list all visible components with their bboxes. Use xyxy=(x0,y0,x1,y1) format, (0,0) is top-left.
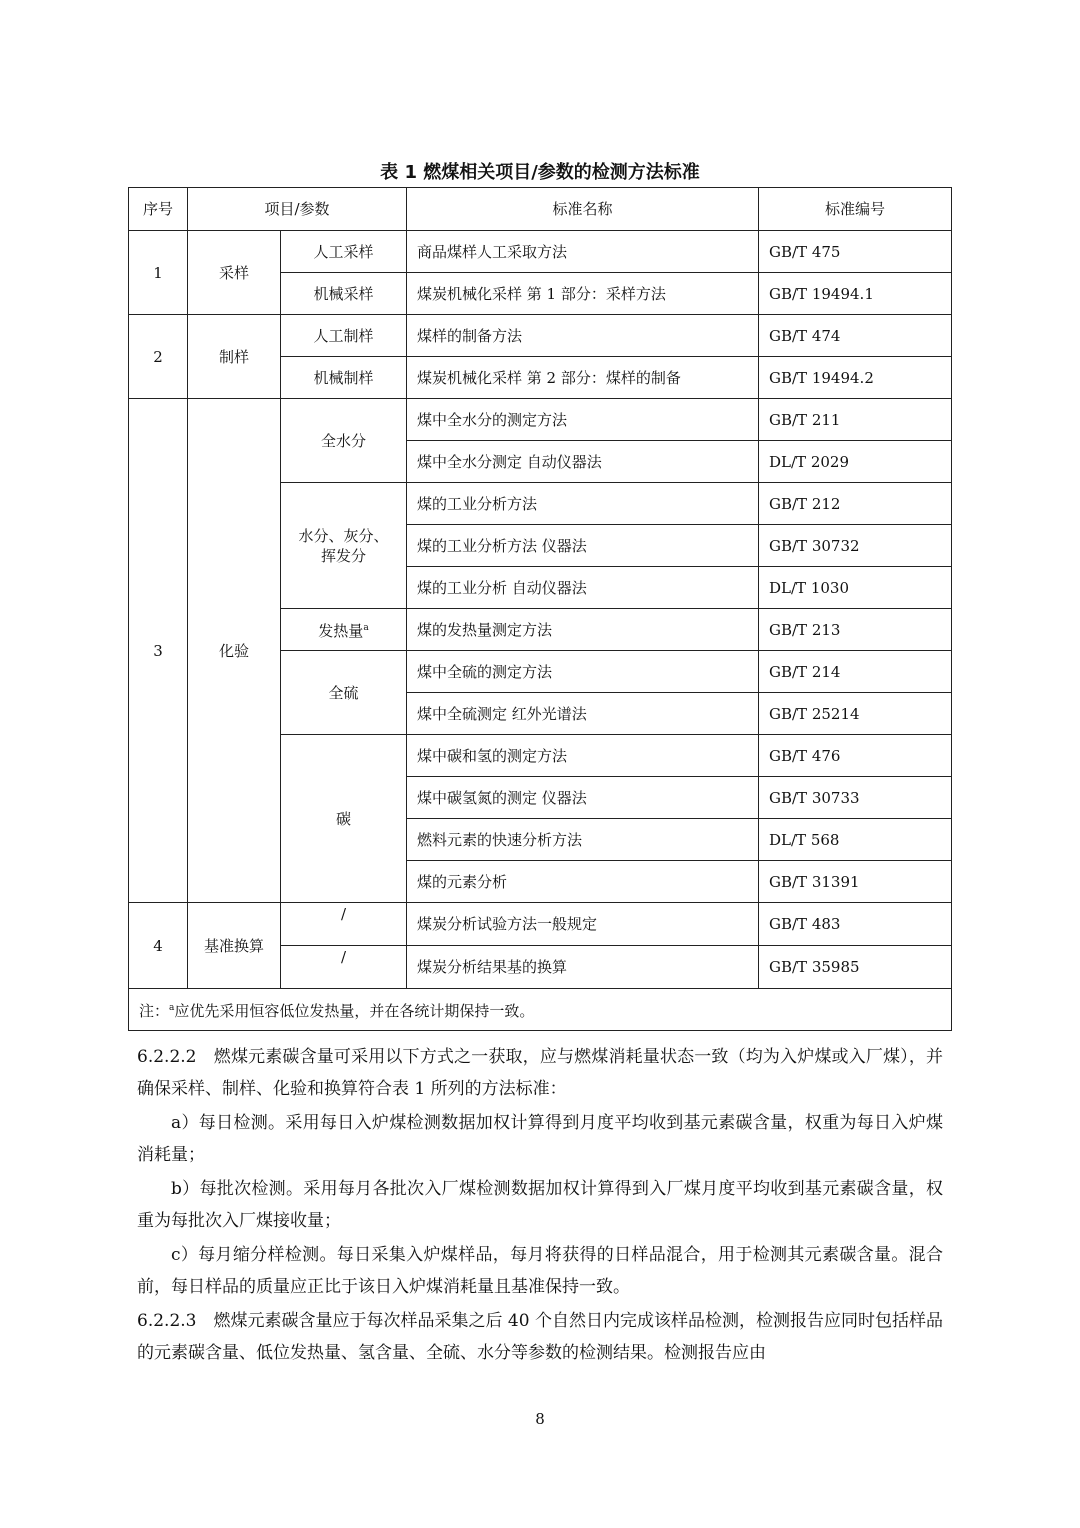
standard-number-cell: GB/T 25214 xyxy=(759,693,952,735)
table-note-row xyxy=(129,989,952,1031)
header-seq: 序号 xyxy=(129,188,188,231)
paragraph-6-2-2-2: 6.2.2.2 燃煤元素碳含量可采用以下方式之一获取，应与燃煤消耗量状态一致（均为入炉煤或入厂煤），并确保采样、制样、化验和换算符合表 1 所列的方法标准： xyxy=(137,1047,943,1099)
paragraph-6-2-2-3: 6.2.2.3 燃煤元素碳含量应于每次样品采集之后 40 个自然日内完成该样品检测，检测报告应同时包括样品的元素碳含量、低位发热量、氢含量、全硫、水分等参数的检测结果。检测报告应由 xyxy=(137,1311,943,1363)
sub-item-cell xyxy=(281,357,407,399)
standard-number-cell: GB/T 19494.2 xyxy=(759,357,952,399)
paragraph-item-c: c）每月缩分样检测。每日采集入炉煤样品，每月将获得的日样品混合，用于检测其元素碳含量。混合前，每日样品的质量应正比于该日入炉煤消耗量且基准保持一致。 xyxy=(137,1245,943,1297)
standard-name-cell: 煤中全硫的测定方法 xyxy=(407,651,759,693)
footnote-marker: a xyxy=(169,1003,175,1013)
standard-number-cell: GB/T 211 xyxy=(759,399,952,441)
standard-name-cell: 煤中碳和氢的测定方法 xyxy=(407,735,759,777)
standard-name-cell: 煤中碳氢氮的测定 仪器法 xyxy=(407,777,759,819)
seq-cell: 1 xyxy=(129,231,188,315)
table-header-row xyxy=(129,188,952,231)
sub-item-cell xyxy=(281,231,407,273)
standard-name-cell: 煤的元素分析 xyxy=(407,861,759,903)
standard-name-cell: 煤的工业分析方法 xyxy=(407,483,759,525)
paragraph-item-a: a）每日检测。采用每日入炉煤检测数据加权计算得到月度平均收到基元素碳含量，权重为每日入炉煤消耗量； xyxy=(137,1113,943,1165)
table-title: 表 1 燃煤相关项目/参数的检测方法标准 xyxy=(380,162,700,183)
seq-cell: 3 xyxy=(129,399,188,903)
sub-item-cell xyxy=(281,483,407,609)
standard-name-cell: 煤炭机械化采样 第 2 部分：煤样的制备 xyxy=(407,357,759,399)
standard-number-cell: DL/T 2029 xyxy=(759,441,952,483)
standard-number-cell: GB/T 214 xyxy=(759,651,952,693)
standard-number-cell: GB/T 31391 xyxy=(759,861,952,903)
sub-item-label: 发热量 xyxy=(318,622,364,640)
note-text: 应优先采用恒容低位发热量，并在各统计期保持一致。 xyxy=(174,1002,535,1020)
sub-item-cell xyxy=(281,315,407,357)
standard-name-cell: 煤中全硫测定 红外光谱法 xyxy=(407,693,759,735)
standard-name-cell: 煤炭分析结果基的换算 xyxy=(407,946,759,989)
standard-number-cell: GB/T 35985 xyxy=(759,946,952,989)
table-row xyxy=(129,903,952,946)
sub-item-label: 人工采样 xyxy=(313,242,374,261)
sub-item-label: 碳 xyxy=(335,809,351,828)
item-cell: 制样 xyxy=(188,315,281,399)
standard-number-cell: GB/T 475 xyxy=(759,231,952,273)
standard-name-cell: 煤的工业分析 自动仪器法 xyxy=(407,567,759,609)
sub-item-label: / xyxy=(340,948,347,966)
standard-number-cell: GB/T 19494.1 xyxy=(759,273,952,315)
standard-name-cell: 煤的工业分析方法 仪器法 xyxy=(407,525,759,567)
footnote-marker: a xyxy=(363,623,369,633)
standard-number-cell: GB/T 30732 xyxy=(759,525,952,567)
standard-name-cell: 商品煤样人工采取方法 xyxy=(407,231,759,273)
standard-name-cell: 煤样的制备方法 xyxy=(407,315,759,357)
standard-name-cell: 煤炭分析试验方法一般规定 xyxy=(407,903,759,946)
sub-item-cell xyxy=(281,399,407,483)
seq-cell: 4 xyxy=(129,903,188,989)
page-number: 8 xyxy=(535,1410,545,1428)
table-row xyxy=(129,231,952,273)
standard-number-cell: DL/T 1030 xyxy=(759,567,952,609)
header-item: 项目/参数 xyxy=(188,188,407,231)
header-standard-name: 标准名称 xyxy=(407,188,759,231)
sub-item-label: 水分、灰分、挥发分 xyxy=(298,526,389,565)
sub-item-cell xyxy=(281,903,407,946)
standard-number-cell: GB/T 213 xyxy=(759,609,952,651)
sub-item-label: 全水分 xyxy=(320,431,366,450)
standard-name-cell: 煤中全水分测定 自动仪器法 xyxy=(407,441,759,483)
standard-name-cell: 煤炭机械化采样 第 1 部分：采样方法 xyxy=(407,273,759,315)
standard-number-cell: DL/T 568 xyxy=(759,819,952,861)
sub-item-cell xyxy=(281,651,407,735)
standard-number-cell: GB/T 476 xyxy=(759,735,952,777)
standard-number-cell: GB/T 474 xyxy=(759,315,952,357)
sub-item-cell xyxy=(281,273,407,315)
standard-number-cell: GB/T 212 xyxy=(759,483,952,525)
standards-table xyxy=(128,187,952,1031)
sub-item-label: 机械制样 xyxy=(313,368,374,387)
header-standard-number: 标准编号 xyxy=(759,188,952,231)
paragraph-item-b: b）每批次检测。采用每月各批次入厂煤检测数据加权计算得到入厂煤月度平均收到基元素碳含量，权重为每批次入厂煤接收量； xyxy=(137,1179,943,1231)
standard-number-cell: GB/T 483 xyxy=(759,903,952,946)
table-note xyxy=(129,989,952,1031)
table-row xyxy=(129,399,952,441)
sub-item-cell xyxy=(281,946,407,989)
table-row xyxy=(129,315,952,357)
sub-item-label: 全硫 xyxy=(328,683,359,702)
item-cell: 化验 xyxy=(188,399,281,903)
sub-item-label: 机械采样 xyxy=(313,284,374,303)
standard-name-cell: 煤中全水分的测定方法 xyxy=(407,399,759,441)
sub-item-label: / xyxy=(340,905,347,923)
standard-number-cell: GB/T 30733 xyxy=(759,777,952,819)
standard-name-cell: 燃料元素的快速分析方法 xyxy=(407,819,759,861)
item-cell: 基准换算 xyxy=(188,903,281,989)
item-cell: 采样 xyxy=(188,231,281,315)
sub-item-label: 人工制样 xyxy=(313,326,374,345)
sub-item-cell xyxy=(281,609,407,651)
seq-cell: 2 xyxy=(129,315,188,399)
sub-item-cell xyxy=(281,735,407,903)
standard-name-cell: 煤的发热量测定方法 xyxy=(407,609,759,651)
note-prefix: 注： xyxy=(139,1002,170,1020)
